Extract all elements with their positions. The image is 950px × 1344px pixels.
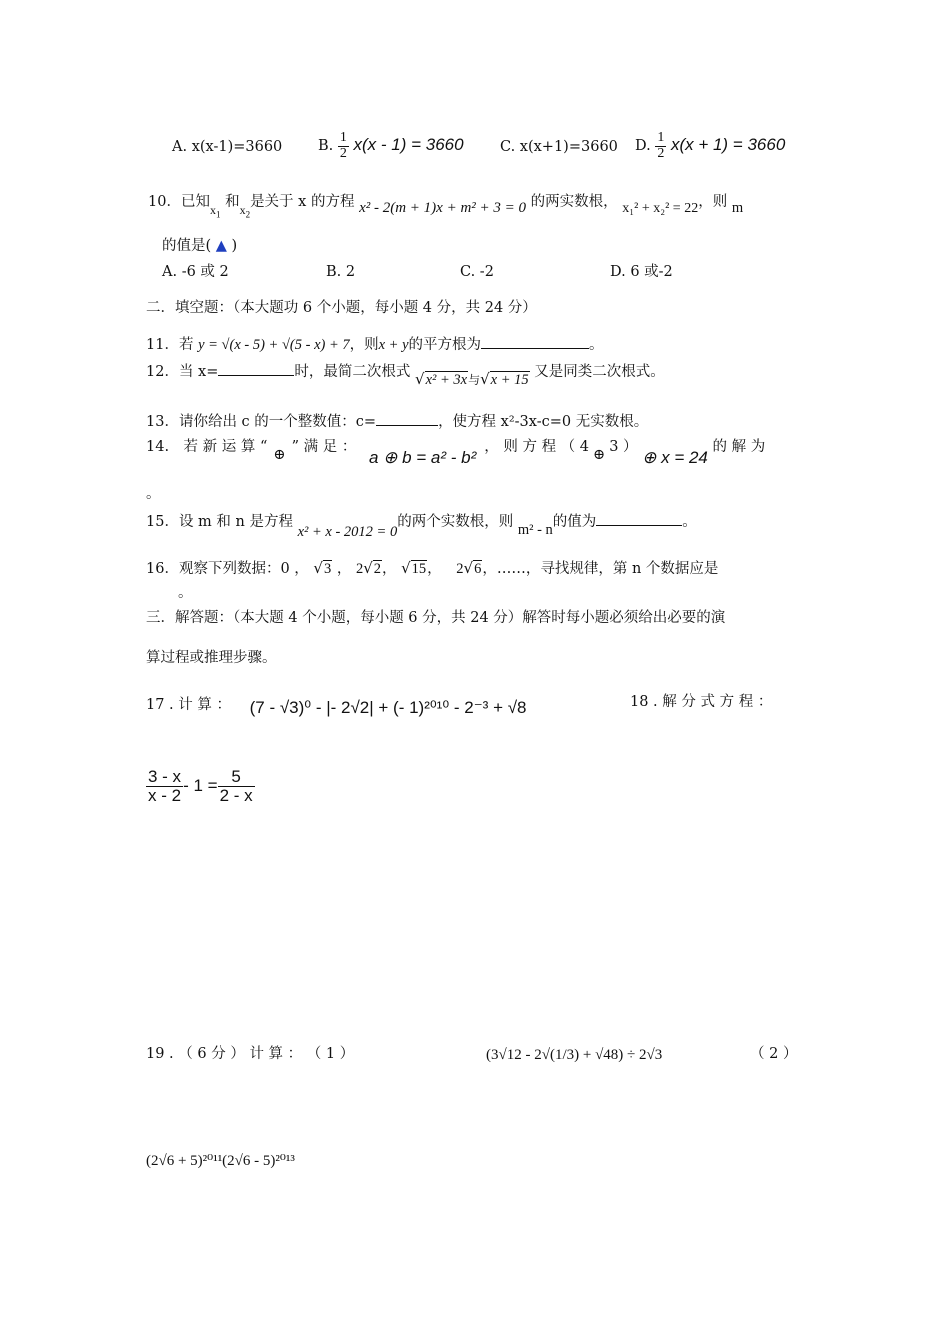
q15-equation: x² + x - 2012 = 0 — [297, 524, 398, 540]
q11-end: 。 — [589, 337, 604, 353]
q10-then: ，则 — [698, 194, 728, 210]
q17-expression: (7 - √3)⁰ - |- 2√2| + (- 1)²⁰¹⁰ - 2⁻³ + √8 — [249, 698, 527, 717]
q10-close: ) — [231, 238, 238, 254]
q16-sqrt2: √2 — [363, 559, 381, 577]
q10-x2: x2 — [239, 203, 251, 220]
q15-expression: m² - n — [517, 522, 553, 538]
q9-d-expr: x(x + 1) = 3660 — [670, 135, 786, 155]
q18-equation — [146, 768, 255, 805]
q10-option-d: D. 6 或-2 — [610, 264, 673, 280]
q14-op2: ⊕ — [593, 447, 606, 463]
q14-definition: a ⊕ b = a² - b² — [368, 448, 477, 467]
q17 — [146, 694, 527, 717]
q10-equation: x² - 2(m + 1)x + m² + 3 = 0 — [359, 200, 527, 216]
q9-option-d — [635, 131, 785, 161]
q10-line2 — [162, 238, 237, 255]
q10-and: 和 — [225, 194, 240, 210]
q14-prefix: 14. 若 新 运 算 “ — [146, 439, 268, 455]
q9-b-half: $\frac{1}{2}$ — [339, 130, 347, 161]
q15-end: 。 — [682, 514, 697, 530]
q14-op: ⊕ — [273, 447, 286, 463]
q16-sqrt15: √15 — [401, 559, 427, 577]
q10-option-a: A. -6 或 2 — [162, 264, 229, 280]
q14-mid2: ， 则 方 程 （ 4 — [484, 439, 590, 455]
q11-expression: y = √(x - 5) + √(5 - x) + 7 — [198, 337, 350, 353]
q13-answer-blank[interactable] — [376, 411, 438, 426]
q16-coef-2b: 2 — [456, 561, 464, 577]
q19-part1: (3√12 - 2√(1/3) + √48) ÷ 2√3 — [486, 1047, 663, 1063]
q14-equation: ⊕ x = 24 — [642, 448, 708, 467]
q16-suffix: ，……，寻找规律，第 n 个数据应是 — [482, 561, 719, 577]
q11-prefix: 11．若 — [146, 337, 194, 353]
q16-coef-2: 2 — [355, 561, 364, 577]
q14 — [146, 436, 766, 467]
q12-suffix: 又是同类二次根式。 — [534, 364, 665, 380]
q19-part2: (2√6 + 5)²⁰¹¹(2√6 - 5)²⁰¹³ — [146, 1153, 295, 1169]
q10-line2-text: 的值是( — [162, 238, 212, 254]
q12-prefix: 12．当 x= — [146, 364, 219, 380]
q11-answer-blank[interactable] — [481, 334, 589, 349]
q14-three: 3 ） — [609, 439, 638, 455]
q11-mid: ，则 — [349, 337, 379, 353]
q10-x1: x1 — [209, 203, 221, 220]
q9-b-expr: x(x - 1) = 3660 — [353, 135, 464, 155]
q15-mid: 的两个实数根，则 — [397, 514, 514, 530]
q11-suffix: 的平方根为 — [408, 337, 482, 353]
q11 — [146, 334, 604, 354]
q10-prefix: 10．已知 — [148, 194, 210, 210]
q15-prefix: 15．设 m 和 n 是方程 — [146, 514, 293, 530]
q10-mid2: 的两实数根， — [530, 194, 618, 210]
q10-mid: 是关于 x 的方程 — [250, 194, 355, 210]
q18-label: 18 . 解 分 式 方 程 ： — [630, 694, 773, 710]
section-3-heading-cont: 算过程或推理步骤。 — [146, 650, 277, 666]
q14-mid: ” 满 足 ： — [291, 439, 357, 455]
q10-option-c: C. -2 — [460, 264, 494, 280]
q14-end: 。 — [146, 486, 161, 502]
q13-text: 13．请你给出 c 的一个整数值：c= — [146, 414, 377, 430]
q10-m: m — [731, 200, 744, 216]
q12-and: 与 — [468, 373, 481, 387]
q9-option-a: A. x(x-1)=3660 — [172, 139, 283, 155]
section-2-heading: 二．填空题：（本大题功 6 个小题，每小题 4 分，共 24 分） — [146, 300, 537, 316]
q16-sqrt6: √6 — [463, 559, 482, 577]
q9-d-half: $\frac{1}{2}$ — [657, 130, 665, 161]
q9-option-b — [318, 131, 464, 161]
q13 — [146, 411, 648, 431]
section-3-heading: 三．解答题：（本大题 4 个小题，每小题 6 分，共 24 分）解答时每小题必须给出必要的演 — [146, 610, 726, 626]
q12-mid: 时，最简二次根式 — [294, 364, 411, 380]
q11-xy: x + y — [378, 337, 409, 353]
q12 — [146, 361, 665, 388]
q13-suffix: ，使方程 x²-3x-c=0 无实数根。 — [438, 414, 649, 430]
q17-label: 17 . 计 算 ： — [146, 697, 231, 713]
q12-radical-1: √x² + 3x — [415, 370, 468, 388]
q10-option-b: B. 2 — [326, 264, 356, 280]
q18-minus-one: - 1 = — [183, 775, 218, 795]
q19-label: 19 . （ 6 分 ） 计 算 ： （ 1 ） — [146, 1046, 355, 1062]
q9-option-c: C. x(x+1)=3660 — [500, 139, 618, 155]
answer-triangle-icon: ▲ — [215, 238, 227, 254]
q10-condition: x₁² + x₂² = 22 — [622, 201, 699, 216]
q15-suffix: 的值为 — [552, 514, 597, 530]
q18-fraction-right: $\frac{5}{2 - x}$ — [219, 767, 253, 805]
q16-sqrt3: √3 — [313, 559, 332, 577]
q9-b-label: B. — [318, 138, 334, 155]
q14-suffix: 的 解 为 — [712, 439, 766, 455]
q9-d-label: D. — [635, 138, 651, 155]
q16: 16．观察下列数据：0 ， √3 ， 2√2， √15， 2√6，……，寻找规律，第 n 个数据应是 — [146, 559, 719, 577]
q12-radical-2: √x + 15 — [480, 370, 529, 388]
q10-line1 — [148, 193, 744, 220]
q19-part2-label: （ 2 ） — [750, 1046, 798, 1062]
q12-answer-blank[interactable] — [218, 361, 294, 376]
q18-fraction-left: $\frac{3 - x}{x - 2}$ — [148, 767, 182, 805]
q16-end: 。 — [178, 585, 193, 601]
q16-prefix: 16．观察下列数据：0 ， — [146, 561, 309, 577]
q15 — [146, 511, 697, 540]
q15-answer-blank[interactable] — [596, 511, 682, 526]
